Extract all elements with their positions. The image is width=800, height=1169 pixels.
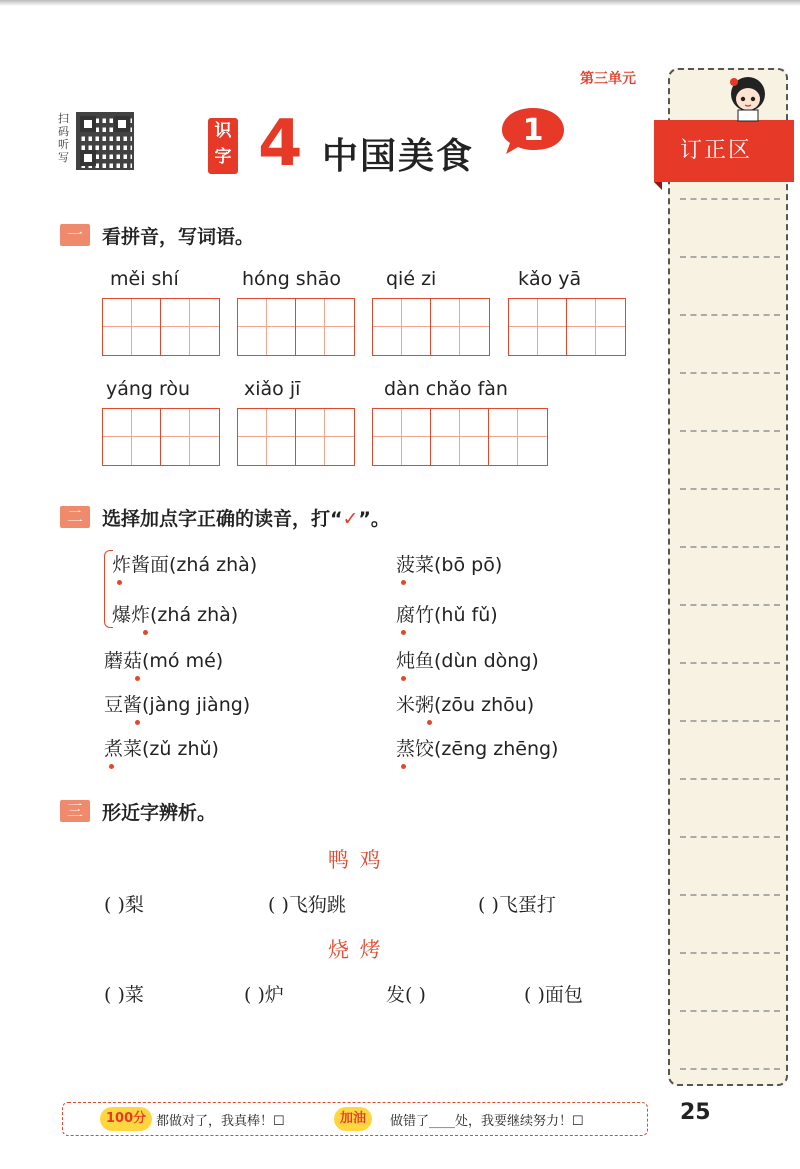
unit-label: 第三单元 [580, 71, 636, 87]
correction-line [680, 952, 780, 954]
choice-item[interactable]: 煮菜(zǔ zhǔ) [104, 738, 219, 760]
choice-item[interactable]: 蒸饺(zēng zhēng) [396, 738, 559, 760]
fill-blank[interactable]: ( )飞蛋打 [478, 894, 556, 916]
fill-blank[interactable]: 发( ) [386, 984, 426, 1006]
choice-item[interactable]: 菠菜(bō pō) [396, 554, 503, 576]
lesson-tag: 识字 [208, 118, 238, 174]
section-2-icon: 二 [60, 506, 90, 528]
writing-grid[interactable] [508, 298, 626, 356]
emphasis-dot [401, 580, 406, 585]
correction-line [680, 894, 780, 896]
page-number: 25 [680, 1100, 711, 1125]
choice-item[interactable]: 爆炸(zhá zhà) [112, 604, 239, 626]
pinyin-label: xiǎo jī [244, 378, 301, 400]
choice-item[interactable]: 炸酱面(zhá zhà) [112, 554, 258, 576]
pinyin-label: měi shí [110, 268, 179, 290]
pinyin-label: dàn chǎo fàn [384, 378, 508, 400]
section-3-title: 形近字辨析。 [102, 802, 217, 824]
correction-line [680, 372, 780, 374]
check-mark-icon: ✓ [342, 508, 359, 530]
girl-mascot-icon [722, 72, 774, 122]
correction-line [680, 430, 780, 432]
choice-item[interactable]: 蘑菇(mó mé) [104, 650, 224, 672]
score-badge: 100分 [100, 1107, 152, 1131]
emphasis-dot [135, 720, 140, 725]
emphasis-dot [109, 764, 114, 769]
emphasis-dot [401, 630, 406, 635]
pinyin-label: yáng ròu [106, 378, 191, 400]
correction-line [680, 604, 780, 606]
speech-bubble-icon [498, 104, 568, 156]
emphasis-dot [143, 630, 148, 635]
fill-blank[interactable]: ( )梨 [104, 894, 144, 916]
fill-blank[interactable]: ( )菜 [104, 984, 144, 1006]
qr-label: 扫码听写 [58, 112, 69, 164]
pinyin-label: qié zi [386, 268, 437, 290]
writing-grid[interactable] [372, 408, 548, 466]
section-3-icon: 三 [60, 800, 90, 822]
lesson-title: 中国美食 [322, 136, 475, 177]
fill-blank[interactable]: ( )飞狗跳 [268, 894, 346, 916]
correction-line [680, 314, 780, 316]
choice-item[interactable]: 腐竹(hǔ fǔ) [396, 604, 498, 626]
choice-item[interactable]: 豆酱(jàng jiàng) [104, 694, 251, 716]
section-1-icon: 一 [60, 224, 90, 246]
section-1-title: 看拼音，写词语。 [102, 226, 255, 248]
correction-line [680, 488, 780, 490]
emphasis-dot [427, 720, 432, 725]
correction-line [680, 720, 780, 722]
correction-line [680, 546, 780, 548]
pinyin-label: kǎo yā [518, 268, 582, 290]
correction-line [680, 778, 780, 780]
correction-line [680, 1068, 780, 1070]
correction-line [680, 256, 780, 258]
correction-area-title: 订正区 [654, 120, 794, 182]
writing-grid[interactable] [102, 298, 220, 356]
emphasis-dot [117, 580, 122, 585]
writing-grid[interactable] [237, 408, 355, 466]
emphasis-dot [135, 676, 140, 681]
correction-line [680, 1010, 780, 1012]
qr-code-icon[interactable] [76, 112, 134, 170]
writing-grid[interactable] [102, 408, 220, 466]
correction-line [680, 836, 780, 838]
top-edge [0, 0, 800, 6]
cheer-badge: 加油 [334, 1107, 372, 1131]
fill-blank[interactable]: ( )面包 [524, 984, 583, 1006]
section-2-title: 选择加点字正确的读音，打“✓”。 [102, 508, 390, 530]
emphasis-dot [401, 676, 406, 681]
lesson-number: 4 [258, 107, 303, 181]
correction-line [680, 662, 780, 664]
choice-item[interactable]: 米粥(zōu zhōu) [396, 694, 535, 716]
correction-area [668, 68, 788, 1086]
self-check-correct[interactable]: 都做对了，我真棒！☐ [156, 1114, 285, 1129]
choice-item[interactable]: 炖鱼(dùn dòng) [396, 650, 539, 672]
correction-line [680, 198, 780, 200]
pinyin-label: hóng shāo [242, 268, 342, 290]
character-pair: 鸭 鸡 [328, 848, 383, 872]
fill-blank[interactable]: ( )炉 [244, 984, 284, 1006]
writing-grid[interactable] [237, 298, 355, 356]
lesson-part: 1 [522, 113, 544, 148]
emphasis-dot [401, 764, 406, 769]
self-check-mistakes[interactable]: 做错了____处，我要继续努力！☐ [390, 1114, 584, 1129]
character-pair: 烧 烤 [328, 938, 383, 962]
writing-grid[interactable] [372, 298, 490, 356]
